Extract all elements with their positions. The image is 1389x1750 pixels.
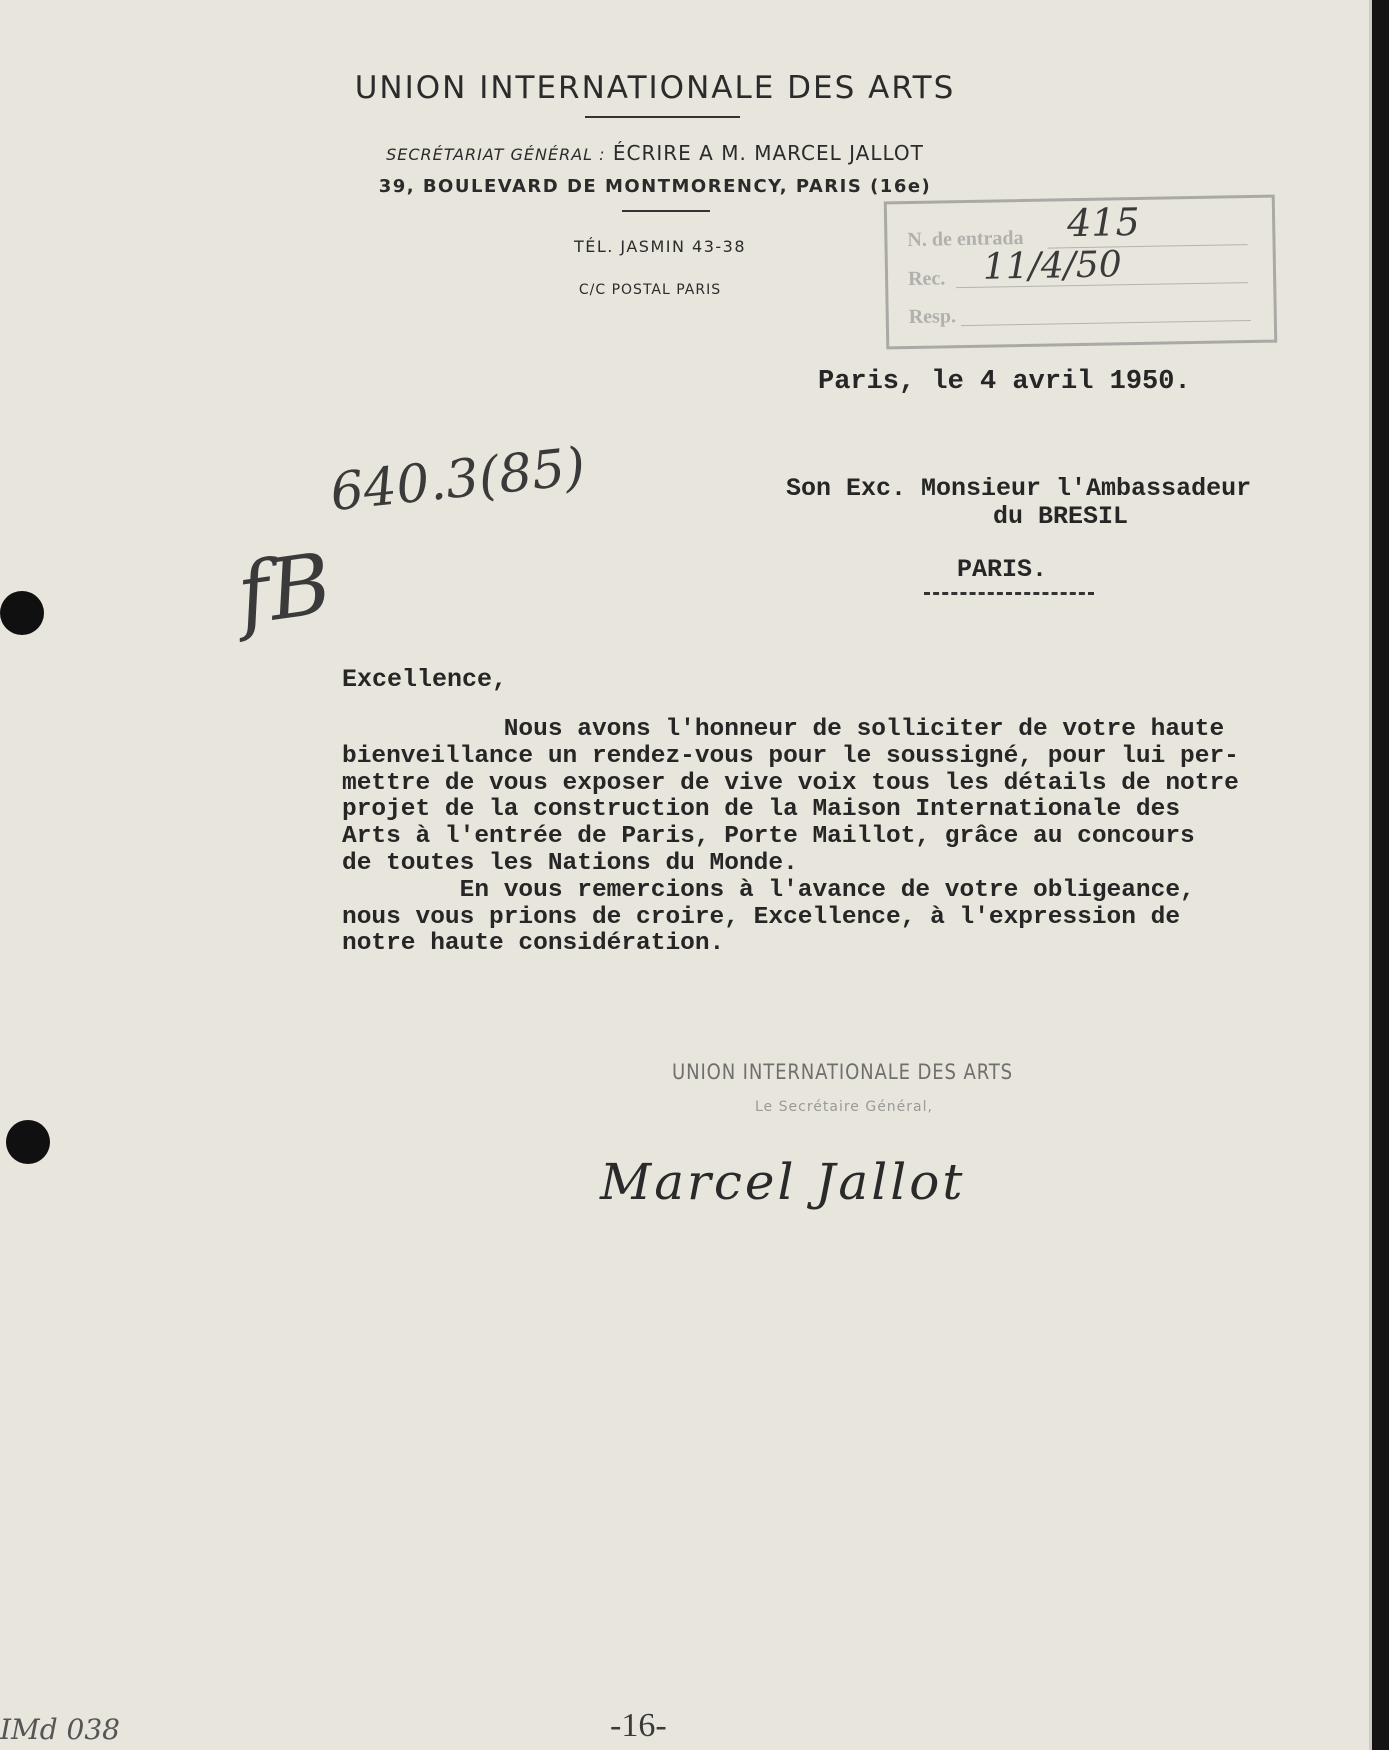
place-date: Paris, le 4 avril 1950. [818,367,1191,397]
page-number: -16- [610,1707,667,1744]
stamp-resp-label: Resp. [908,305,957,329]
signature-org-stamp: UNION INTERNATIONALE DES ARTS [672,1060,1014,1084]
letter-body: Nous avons l'honneur de solliciter de votre haute bienveillance un rendez-vous pour le soussigné, pour lui per- mettre de vous exposer de vive voix tous les détails de notre projet de la construction de la Maison Internationale des Arts à l'entrée de Paris, Porte Maillot, grâce au concours de toutes les Nations du Monde. En vous remercions à l'avance de votre obligeance, nous vous prions de croire, Excellence, à l'expression de notre haute considération. [342,716,1239,958]
stamp-received-label: Rec. [907,267,946,291]
letterhead-rule-bottom [622,210,710,212]
recipient-underline [924,592,1094,595]
recipient-city: PARIS. [957,555,1048,584]
binder-hole [0,591,44,635]
letterhead-address: 39, BOULEVARD DE MONTMORENCY, PARIS (16e) [378,176,932,197]
letterhead-postal-account: C/C POSTAL PARIS [578,282,722,298]
handwritten-initials: fB [231,534,338,644]
recipient-line-1: Son Exc. Monsieur l'Ambassadeur [786,474,1252,503]
stamp-received-date: 11/4/50 [982,244,1123,288]
secretariat-contact: ÉCRIRE A M. MARCEL JALLOT [612,141,924,165]
salutation: Excellence, [342,665,508,694]
binder-hole [6,1120,50,1164]
handwritten-file-reference: 640.3(85) [327,436,589,524]
letterhead-org-name: UNION INTERNATIONALE DES ARTS [354,70,956,106]
signature-role: Le Secrétaire Général, [755,1099,933,1115]
signature: Marcel Jallot [600,1153,966,1211]
letterhead-secretariat [0,141,1310,165]
stamp-entry-label: N. de entrada [907,226,1024,252]
recipient-line-2: du BRESIL [993,502,1129,531]
stamp-line [961,320,1251,326]
page-edge [1372,0,1389,1750]
letterhead-telephone: TÉL. JASMIN 43-38 [573,237,747,256]
secretariat-label: SECRÉTARIAT GÉNÉRAL : [386,145,606,164]
letterhead-rule-top [585,116,740,118]
archive-reference: IMd 038 [0,1713,120,1746]
stamp-entry-number: 415 [1066,199,1141,246]
registry-stamp [884,195,1278,350]
